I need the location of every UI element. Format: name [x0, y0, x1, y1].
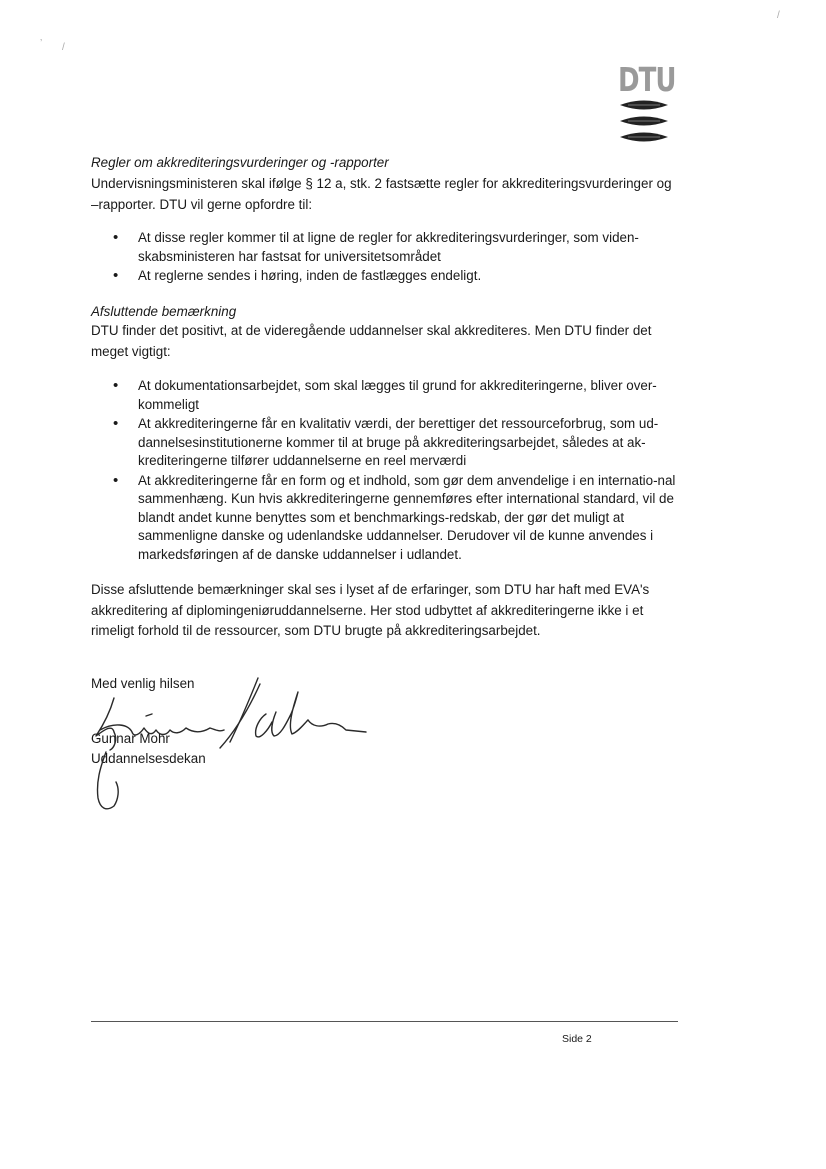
greeting: Med venlig hilsen [91, 676, 195, 691]
page-number: Side 2 [562, 1033, 592, 1045]
closing-paragraph: Disse afsluttende bemærkninger skal ses i lyset af de erfaringer, som DTU har haft med EVA's akkreditering af diplomingeniøruddannelserne. Her stod udbyttet af akkrediteringerne ikke i et rimeligt forhold til de ressourcer, som DTU brugte på akkrediteringsarbejdet. [91, 582, 650, 639]
section-heading: Regler om akkrediteringsvurderinger og -rapporter [91, 155, 389, 170]
dtu-logo [614, 62, 674, 146]
dtu-logo-text: DTU [618, 62, 676, 100]
scan-speck: ’ [40, 38, 43, 49]
dtu-logo-mark-icon [614, 100, 674, 146]
signatory-title: Uddannelsesdekan [91, 751, 206, 766]
section-paragraph: Undervisningsministeren skal ifølge § 12 a, stk. 2 fastsætte regler for akkrediteringsvurderinger og –rapporter. DTU vil gerne opfordre til: [91, 176, 672, 212]
bullet-list [91, 377, 681, 565]
bullet-list [91, 229, 681, 287]
signatory-name: Gunnar Mohr [91, 731, 170, 746]
list-item: • At akkrediteringerne får en form og et indhold, som gør dem anvendelige i en internatio-nal sammenhæng. Kun hvis akkrediteringerne gennemføres efter international standard, vil de blandt andet kunne benyttes som et benchmarkings-redskab, der gør det muligt at sammenligne danske og udenlandske uddannelser. Derudover vil de kunne anvendes i markedsføringen af de danske uddannelser i udlandet. [91, 472, 681, 565]
section-paragraph: DTU finder det positivt, at de videregående uddannelser skal akkrediteres. Men DTU finder det meget vigtigt: [91, 323, 652, 359]
scan-speck: / [62, 42, 65, 53]
list-item: • At dokumentationsarbejdet, som skal lægges til grund for akkrediteringerne, bliver over-kommeligt [91, 377, 681, 414]
list-item: • At akkrediteringerne får en kvalitativ værdi, der berettiger det ressourceforbrug, som ud-dannelsesinstitutionerne kommer til at bruge på akkrediteringsarbejdet, således at ak-krediteringerne tilfører uddannelserne en reel merværdi [91, 415, 681, 471]
handwritten-signature [70, 672, 370, 822]
list-item: • At disse regler kommer til at ligne de regler for akkrediteringsvurderinger, som viden-skabsministeren har fastsat for universitetsområdet [91, 229, 681, 266]
scan-speck: / [777, 10, 780, 21]
footer-divider [91, 1021, 678, 1022]
list-item: • At reglerne sendes i høring, inden de fastlægges endeligt. [91, 267, 681, 286]
section-heading: Afsluttende bemærkning [91, 304, 237, 319]
